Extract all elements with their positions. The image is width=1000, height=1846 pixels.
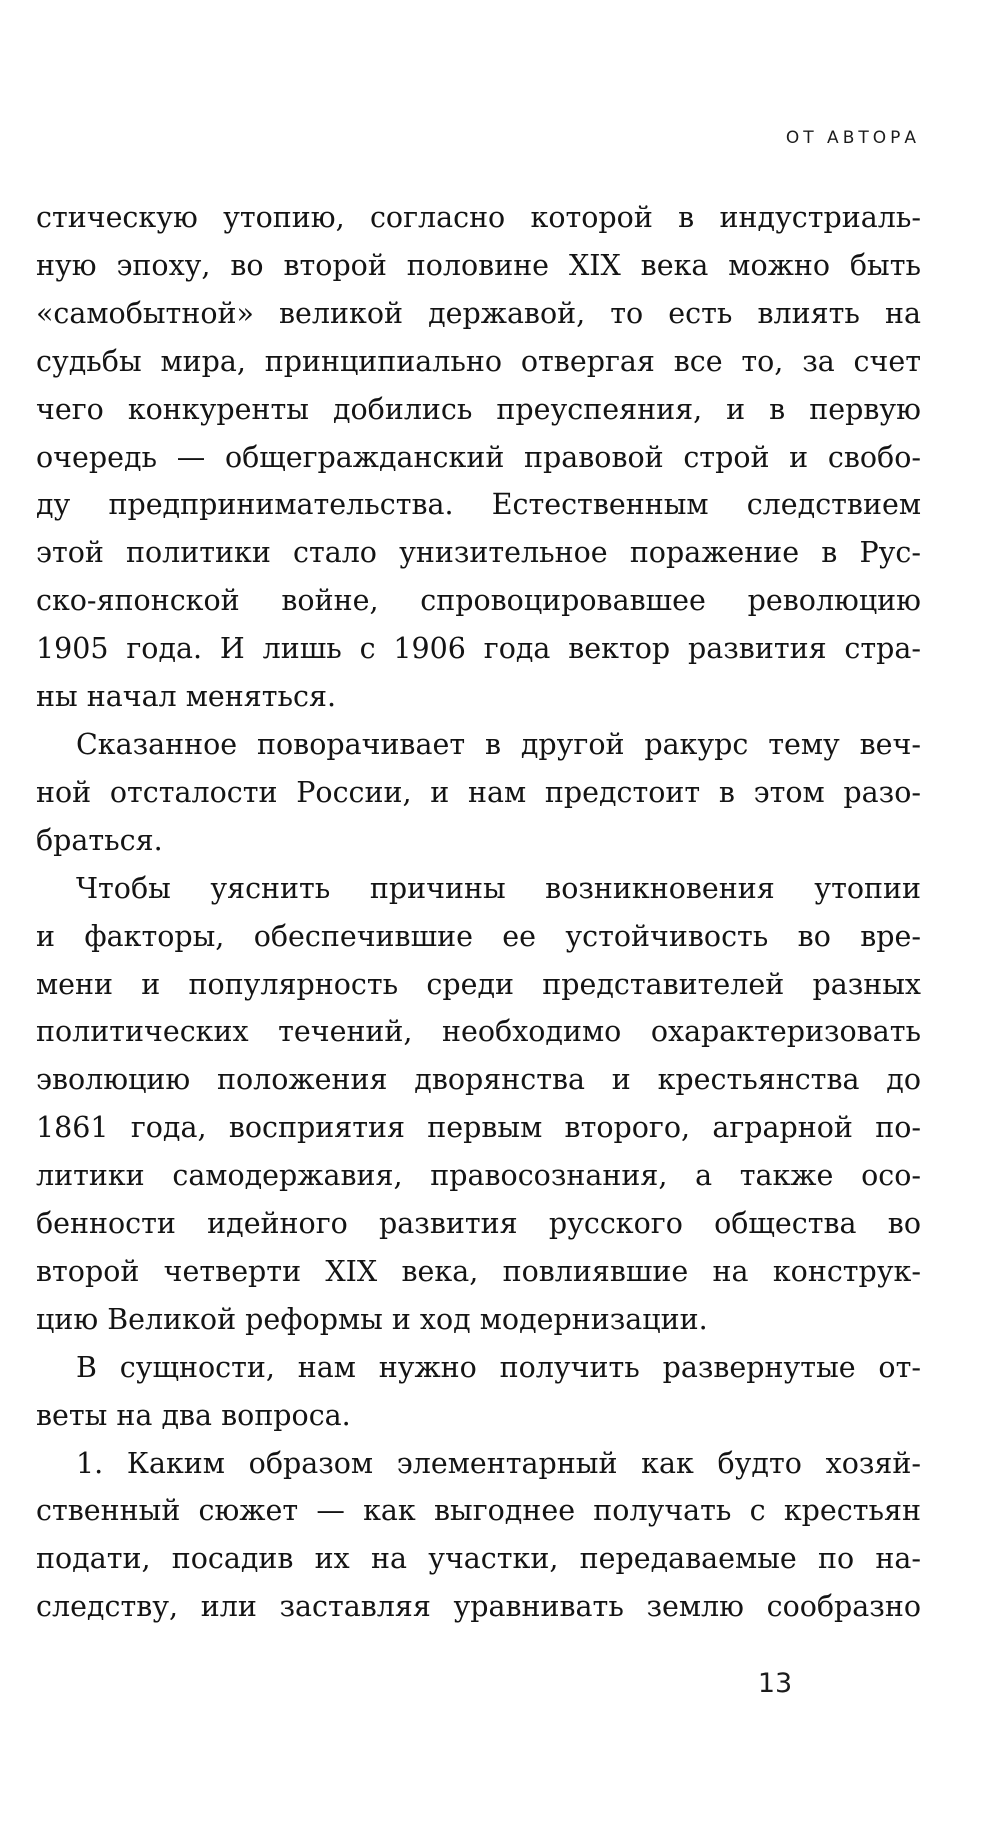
- text-line: Чтобы уяснить причины возникновения утопии: [76, 871, 921, 905]
- text-line: этой политики стало унизительное поражение в Рус-: [36, 536, 921, 570]
- text-line: следству, или заставляя уравнивать землю сообразно: [36, 1590, 921, 1624]
- body-text: [36, 194, 921, 1631]
- text-line: ной отсталости России, и нам предстоит в этом разо-: [36, 775, 921, 809]
- text-line: ственный сюжет — как выгоднее получать с крестьян: [36, 1494, 921, 1528]
- text-line: эволюцию положения дворянства и крестьянства до: [36, 1063, 921, 1097]
- text-line: бенности идейного развития русского общества во: [36, 1207, 921, 1241]
- text-line: В сущности, нам нужно получить развернутые от-: [76, 1350, 921, 1384]
- text-line: чего конкуренты добились преуспеяния, и в первую: [36, 392, 921, 426]
- text-line: подати, посадив их на участки, передаваемые по на-: [36, 1542, 921, 1576]
- text-line: ду предпринимательства. Естественным следствием: [36, 488, 921, 522]
- text-line: веты на два вопроса.: [36, 1398, 351, 1432]
- text-line: цию Великой реформы и ход модернизации.: [36, 1302, 708, 1336]
- text-line: стическую утопию, согласно которой в индустриаль-: [36, 201, 921, 234]
- text-line: очередь — общегражданский правовой строй и свобо-: [36, 440, 921, 474]
- text-line: второй четверти XIX века, повлиявшие на конструк-: [36, 1254, 921, 1288]
- text-line: ную эпоху, во второй половине XIX века можно быть: [36, 248, 921, 282]
- page-number: 13: [757, 1668, 793, 1699]
- text-line: политических течений, необходимо охарактеризовать: [36, 1015, 921, 1049]
- text-line: литики самодержавия, правосознания, а также осо-: [36, 1159, 921, 1193]
- text-line: 1. Каким образом элементарный как будто хозяй-: [76, 1446, 921, 1480]
- text-line: 1861 года, восприятия первым второго, аграрной по-: [36, 1111, 921, 1145]
- text-line: судьбы мира, принципиально отвергая все то, за счет: [36, 344, 921, 378]
- text-line: ско-японской войне, спровоцировавшее революцию: [36, 584, 921, 618]
- text-line: 1905 года. И лишь с 1906 года вектор развития стра-: [36, 632, 921, 666]
- text-line: и факторы, обеспечившие ее устойчивость во вре-: [36, 919, 921, 953]
- text-line: ны начал меняться.: [36, 680, 337, 714]
- text-line: «самобытной» великой державой, то есть влиять на: [36, 296, 921, 330]
- text-line: Сказанное поворачивает в другой ракурс тему веч-: [76, 727, 921, 761]
- text-line: браться.: [36, 823, 163, 857]
- running-head: ОТ АВТОРА: [785, 128, 920, 148]
- text-line: мени и популярность среди представителей разных: [36, 967, 921, 1001]
